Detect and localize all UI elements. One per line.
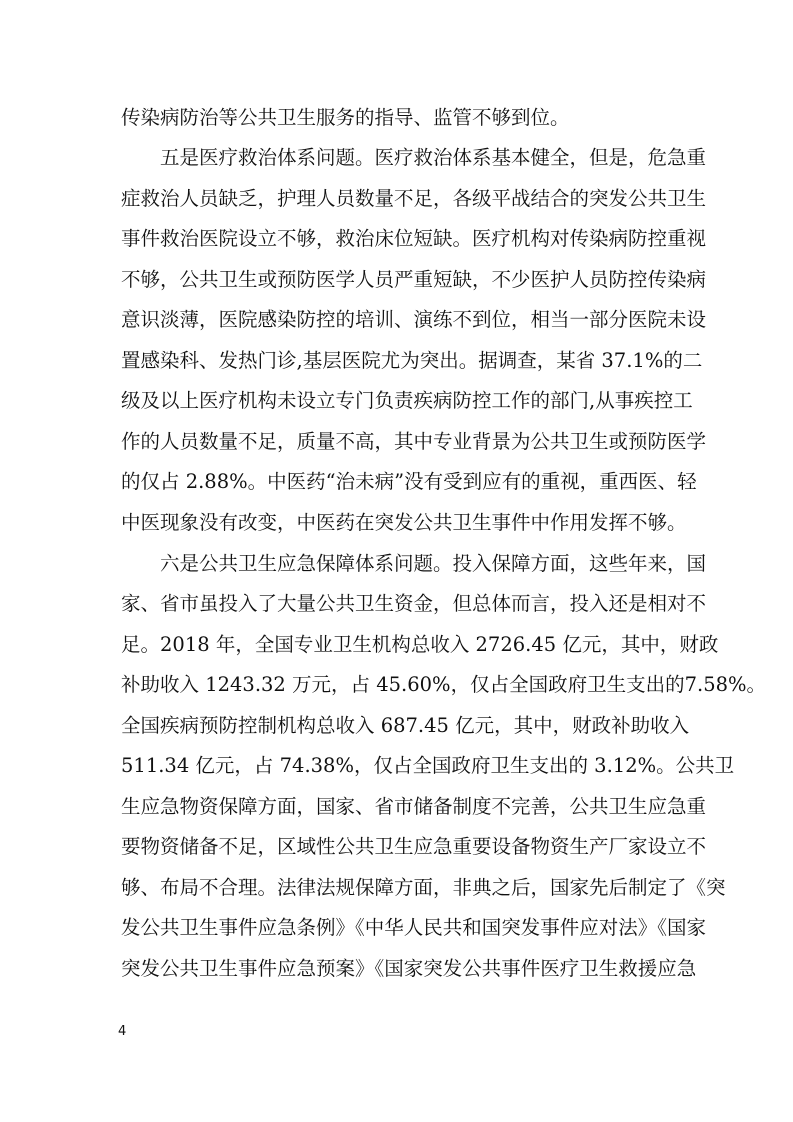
page-number: 4 [118, 1024, 127, 1039]
text-line-11: 中医现象没有改变，中医药在突发公共卫生事件中作用发挥不够。 [121, 511, 687, 534]
text-line-21: 发公共卫生事件应急条例》《中华人民共和国突发事件应对法》《国家 [121, 916, 707, 939]
text-line-13: 家、省市虽投入了大量公共卫生资金，但总体而言，投入还是相对不 [121, 592, 707, 615]
text-line-7: 置感染科、发热门诊,基层医院尤为突出。据调查，某省 37.1%的二 [121, 349, 703, 372]
text-line-4: 事件救治医院设立不够，救治床位短缺。医疗机构对传染病防控重视 [121, 227, 707, 250]
text-line-1: 传染病防治等公共卫生服务的指导、监管不够到位。 [121, 106, 570, 129]
text-line-9: 作的人员数量不足，质量不高，其中专业背景为公共卫生或预防医学 [121, 430, 707, 453]
text-line-5: 不够，公共卫生或预防医学人员严重短缺，不少医护人员防控传染病 [121, 268, 707, 291]
text-line-16: 全国疾病预防控制机构总收入 687.45 亿元，其中，财政补助收入 [121, 714, 690, 737]
text-line-10: 的仅占 2.88%。中医药“治未病”没有受到应有的重视，重西医、轻 [121, 470, 697, 493]
text-line-15: 补助收入 1243.32 万元，占 45.60%，仅占全国政府卫生支出的7.58%。 [121, 673, 767, 696]
text-line-14: 足。2018 年，全国专业卫生机构总收入 2726.45 亿元，其中，财政 [121, 633, 719, 656]
text-line-18: 生应急物资保障方面，国家、省市储备制度不完善，公共卫生应急重 [121, 795, 707, 818]
text-line-19: 要物资储备不足，区域性公共卫生应急重要设备物资生产厂家设立不 [121, 835, 707, 858]
text-line-2: 五是医疗救治体系问题。医疗救治体系基本健全，但是，危急重 [160, 146, 707, 169]
text-line-22: 突发公共卫生事件应急预案》《国家突发公共事件医疗卫生救援应急 [121, 957, 697, 980]
text-line-20: 够、布局不合理。法律法规保障方面，非典之后，国家先后制定了《突 [121, 876, 726, 899]
text-line-17: 511.34 亿元，占 74.38%，仅占全国政府卫生支出的 3.12%。公共卫 [121, 754, 735, 777]
text-line-3: 症救治人员缺乏，护理人员数量不足，各级平战结合的突发公共卫生 [121, 187, 707, 210]
text-line-8: 级及以上医疗机构未设立专门负责疾病防控工作的部门,从事疾控工 [121, 389, 693, 412]
text-line-12: 六是公共卫生应急保障体系问题。投入保障方面，这些年来，国 [160, 552, 707, 575]
text-line-6: 意识淡薄，医院感染防控的培训、演练不到位，相当一部分医院未设 [121, 308, 707, 331]
